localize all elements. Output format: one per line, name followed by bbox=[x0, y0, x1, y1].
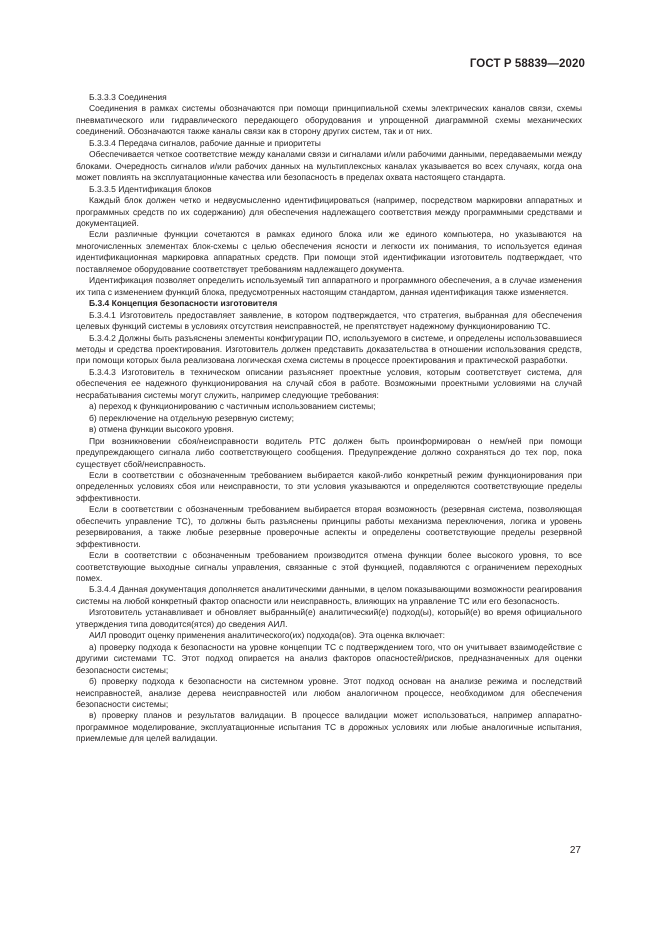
paragraph: АИЛ проводит оценку применения аналитического(их) подхода(ов). Эта оценка включает: bbox=[89, 630, 445, 641]
list-item: а) проверку подхода к безопасности на уровне концепции ТС с подтверждением того, что он учитывает взаимодействие с другими системами ТС. Этот подход опирается на анализ факторов опасностей/рисков, предназначенных для оценки безопасности системы; bbox=[76, 641, 582, 675]
section-heading: Б.3.3.4 Передача сигналов, рабочие данные и приоритеты bbox=[89, 137, 321, 148]
paragraph: Если различные функции сочетаются в рамках единого блока или же единого компьютера, но указываются на многочисленных элементах блок-схемы с целью обеспечения ясности и легкости их понимания, то используется единая идентификационная маркировка аппаратных средств. При помощи этой идентификации изготовитель подтверждает, что поставляемое оборудование соответствует требованиям надлежащего документа. bbox=[76, 229, 582, 274]
paragraph: Каждый блок должен четко и недвусмысленно идентифицироваться (например, посредством маркировки аппаратных и программных средств по их содержанию) для обеспечения надлежащего соответствия между программными средствами и документацией. bbox=[76, 195, 582, 228]
list-item: б) переключение на отдельную резервную систему; bbox=[89, 412, 294, 423]
paragraph: Б.3.4.4 Данная документация дополняется аналитическими данными, в целом показывающими возможности реагирования системы на любой конкретный фактор опасности или неисправность, влияющих на управление ТС или его безопасность. bbox=[76, 584, 582, 606]
paragraph: Если в соответствии с обозначенным требованием выбирается вторая возможность (резервная система, позволяющая обеспечить управление ТС), то должны быть разъяснены принципы работы механизма переключения, логика и уровень резервирования, а также любые резервные проверочные аспекты и определены соответствующие пределы резервной эффективности. bbox=[76, 504, 582, 549]
page-number: 27 bbox=[569, 845, 581, 856]
paragraph: Если в соответствии с обозначенным требованием выбирается какой-либо конкретный режим функционирования при определенных условиях сбоя или неисправности, то эти условия указываются и определяются соответствующие пределы эффективности. bbox=[76, 469, 582, 503]
document-body bbox=[76, 92, 582, 745]
section-heading: Б.3.3.5 Идентификация блоков bbox=[89, 183, 212, 194]
paragraph: Соединения в рамках системы обозначаются при помощи принципиальной схемы электрических каналов связи, схемы пневматического или гидравлического передающего оборудования и упрощенной диаграммной схемы механических соединений. Обозначаются также каналы связи как в сторону других систем, так и от них. bbox=[76, 103, 582, 137]
paragraph: Б.3.4.3 Изготовитель в техническом описании разъясняет проектные условия, которым соответствует система, для обеспечения ее надежного функционирования на случай сбоя в работе. Возможными проектными условиями на случай несрабатывания системы могут служить, например следующие требования: bbox=[76, 366, 582, 400]
paragraph: Б.3.4.2 Должны быть разъяснены элементы конфигурации ПО, используемого в системе, и определены использовавшиеся методы и средства проектирования. Изготовитель должен представить доказательства в отношении использования средств, при помощи которых была реализована логическая схема системы в процессе проектирования и практической разработки. bbox=[76, 332, 582, 366]
list-item: в) проверку планов и результатов валидации. В процессе валидации может использоваться, например аппаратно-программное моделирование, эксплуатационные испытания ТС в дорожных условиях или любые аналогичные испытания, приемлемые для целей валидации. bbox=[76, 710, 582, 744]
paragraph: Изготовитель устанавливает и обновляет выбранный(е) аналитический(е) подход(ы), который(е) во время официального утверждения типа доводится(ятся) до сведения АИЛ. bbox=[76, 607, 582, 629]
paragraph: Если в соответствии с обозначенным требованием производится отмена функции более высокого уровня, то все соответствующие выходные сигналы управления, связанные с этой функцией, подавляются с ограничением переходных помех. bbox=[76, 550, 582, 584]
list-item: б) проверку подхода к безопасности на системном уровне. Этот подход основан на анализе режима и последствий неисправностей, анализе дерева неисправностей или любом аналогичном процессе, необходимом для обеспечения безопасности системы; bbox=[76, 676, 582, 710]
paragraph: Идентификация позволяет определить используемый тип аппаратного и программного обеспечения, а в случае изменения их типа с изменением функций блока, предусмотренных настоящим стандартом, данная идентификация также изменяется. bbox=[76, 275, 582, 297]
list-item: а) переход к функционированию с частичным использованием системы; bbox=[89, 401, 376, 412]
document-code: ГОСТ Р 58839—2020 bbox=[469, 58, 585, 70]
section-heading: Б.3.3.3 Соединения bbox=[89, 92, 167, 102]
paragraph: Обеспечивается четкое соответствие между каналами связи и сигналами и/или рабочими данными, передаваемыми между блоками. Очередность сигналов и/или рабочих данных на мультиплексных каналах указывается во всех случаях, когда она может повлиять на эксплуатационные качества или безопасность в пределах охвата настоящего стандарта. bbox=[76, 149, 582, 183]
section-heading-bold: Б.3.4 Концепция безопасности изготовителя bbox=[89, 298, 278, 309]
paragraph: При возникновении сбоя/неисправности водитель РТС должен быть проинформирован о нем/ней при помощи предупреждающего сигнала либо соответствующего сообщения. Предупреждение должно сохраняться до тех пор, пока существует сбой/неисправность. bbox=[76, 435, 582, 469]
paragraph: Б.3.4.1 Изготовитель предоставляет заявление, в котором подтверждается, что стратегия, выбранная для обеспечения целевых функций системы в условиях отсутствия неисправностей, не препятствует надежному функционированию ТС. bbox=[76, 309, 582, 332]
list-item: в) отмена функции высокого уровня. bbox=[89, 424, 234, 435]
